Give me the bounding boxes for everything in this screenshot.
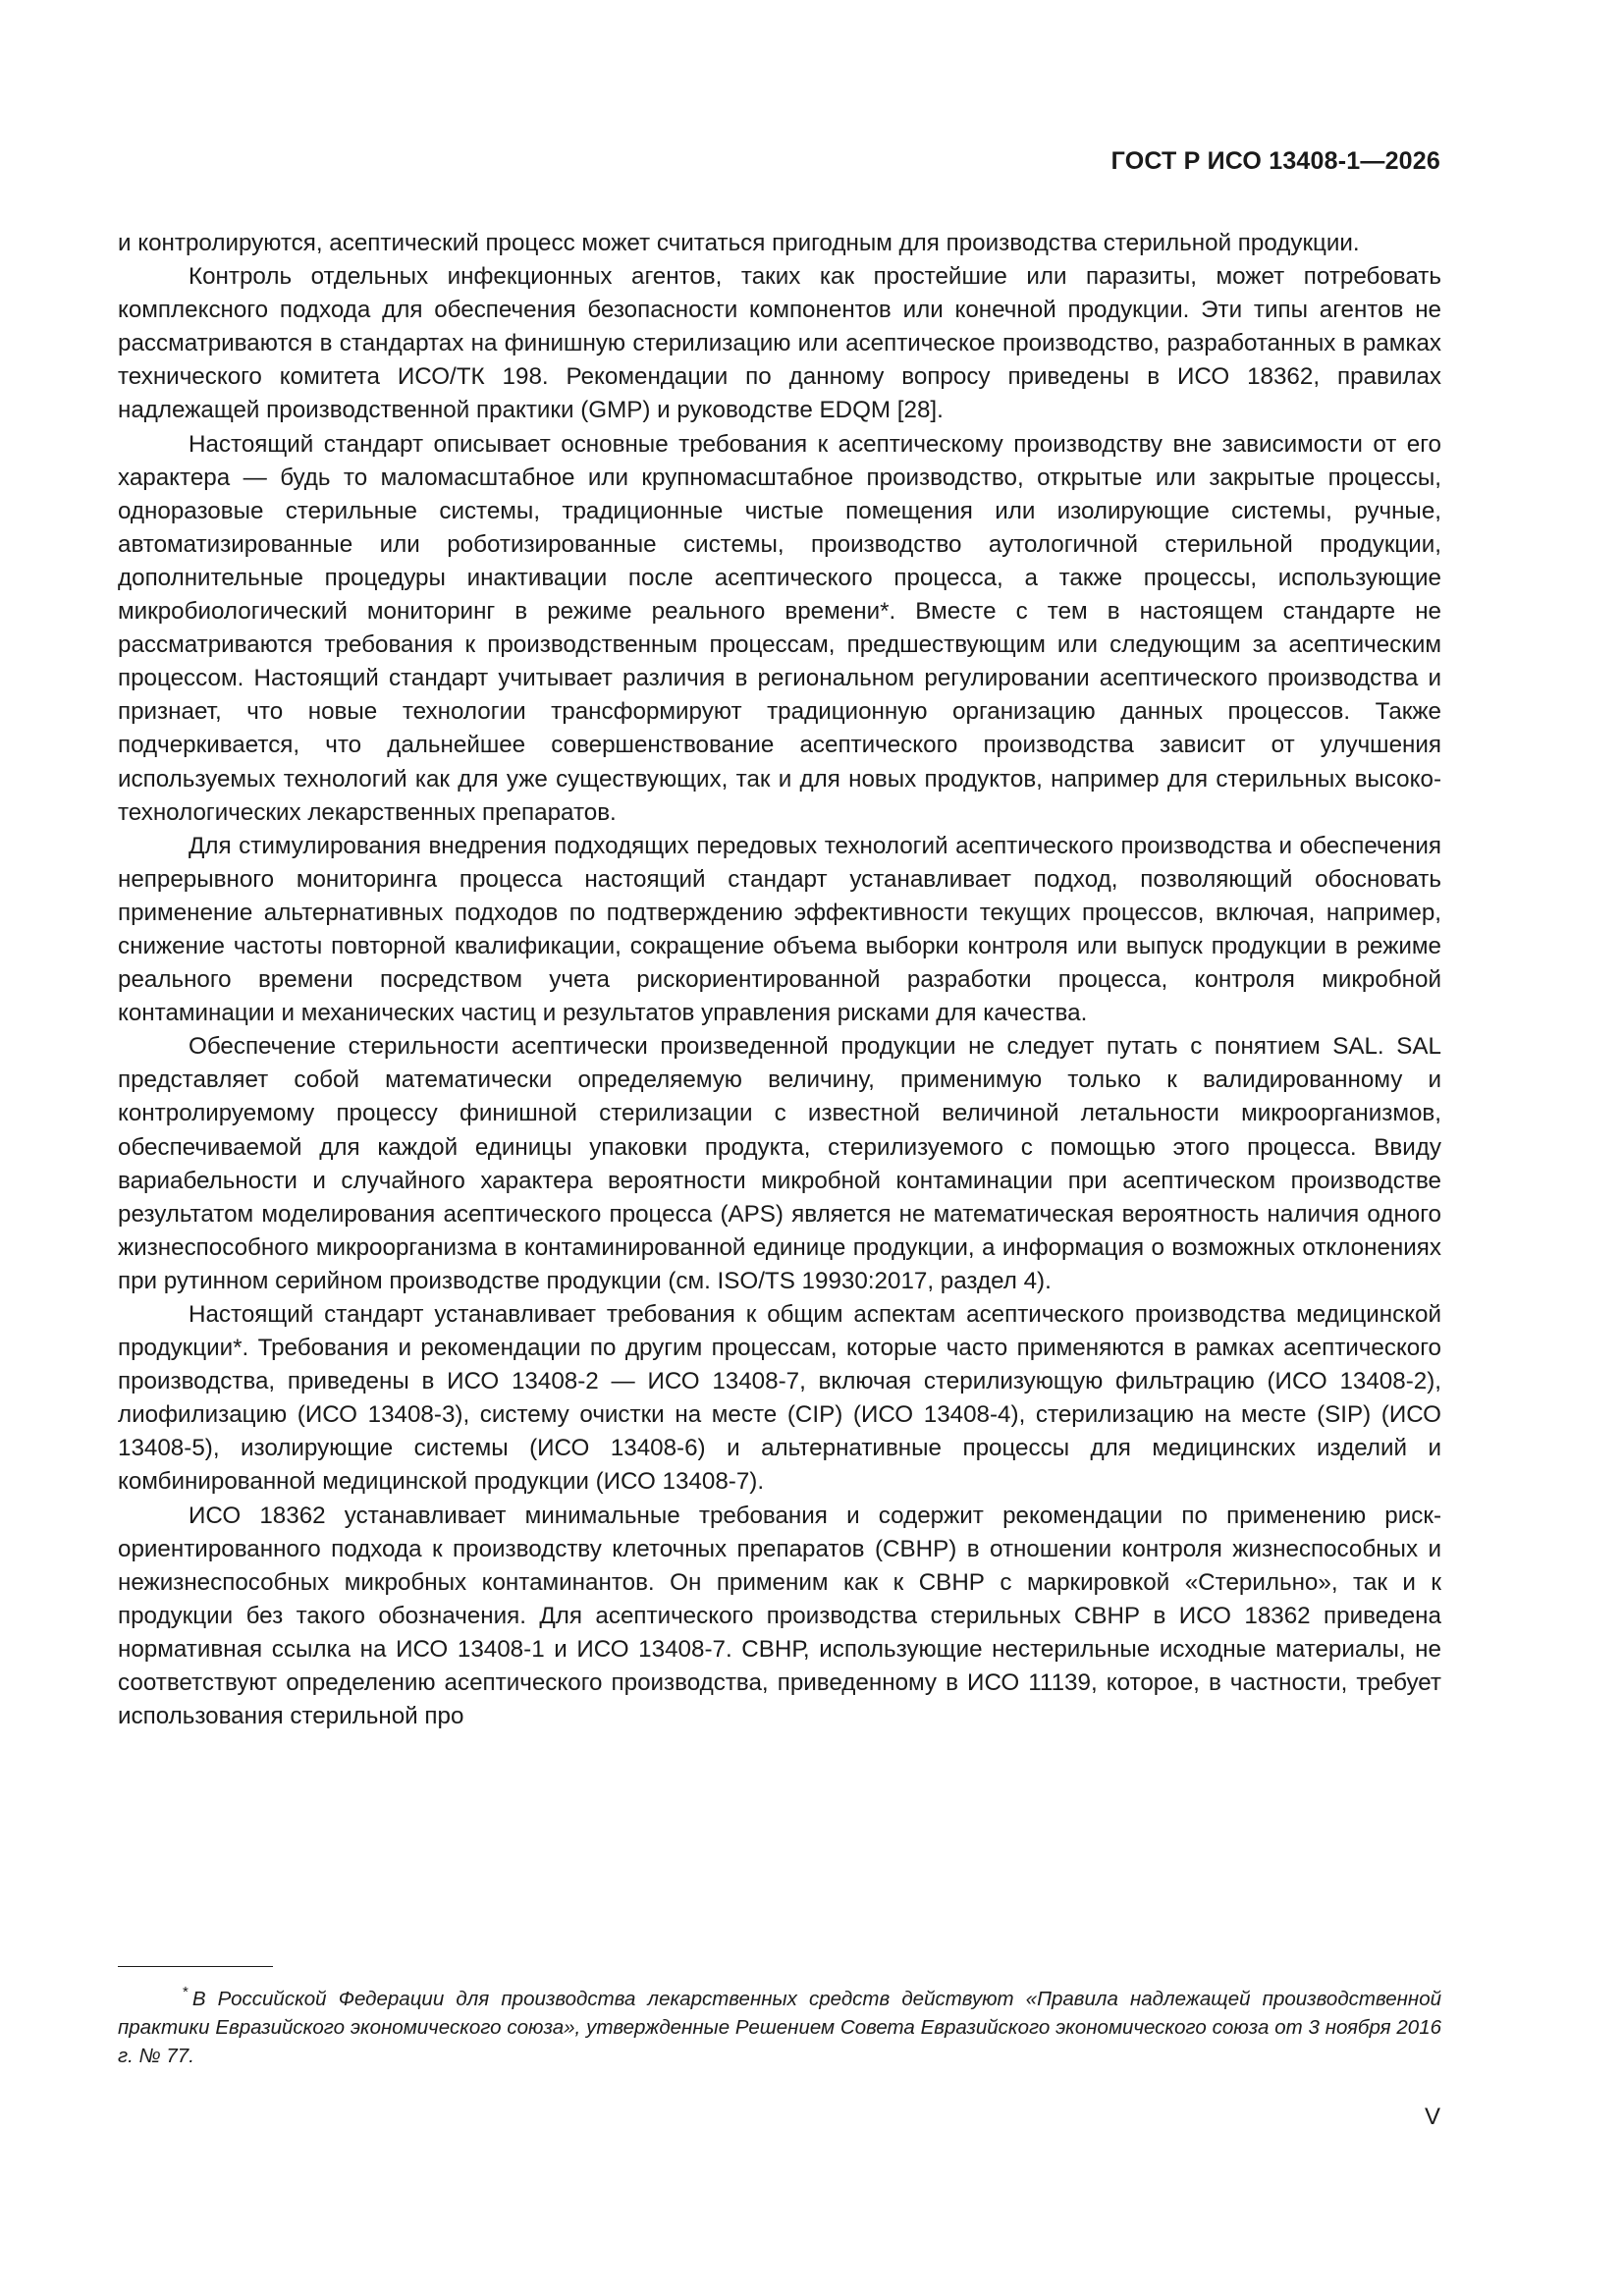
paragraph-infectious-agents: Контроль отдельных инфекционных агентов, таких как простейшие или паразиты, может потребовать комплексного подхода для обеспечения безопасности компонентов или конечной продукции. Эти типы агентов не рассматриваются в стандартах на финишную стерилизацию или асептическое производство, разработанных в рамках технического комитета ИСО/ТК 198. Рекомендации по данному вопросу приведены в ИСО 18362, правилах надлежащей производственной практики (GMP) и руководстве EDQM [28]. [118, 263, 1441, 424]
document-header: ГОСТ Р ИСО 13408-1—2026 [1110, 147, 1440, 175]
footnote-text: В Российской Федерации для производства лекарственных средств действуют «Правила надлежащей производственной практики Евразийского экономического союза», утвержденные Решением Совета Евразийского экономического союза от 3 ноября 2016 г. № 77. [118, 1988, 1441, 2067]
paragraph-continuation: и контролируются, асептический процесс может считаться пригодным для производства стерильной продукции. [118, 230, 1360, 256]
paragraph-sterility-assurance: Обеспечение стерильности асептически произведенной продукции не следует путать с понятием SAL. SAL представляет собой математически определяемую величину, применимую только к валидированному и контролируемому процессу финишной стерилизации с известной величиной летальности микроорганизмов, обеспечиваемой для каждой единицы упаковки продукта, стерилизуемого с помощью этого процесса. Ввиду вариабельности и случайного характера вероятности микробной контаминации при асептическом производстве результатом моделирования асептического процесса (APS) является не математическая вероятность наличия одного жизнеспособного микроорганизма в контаминированной единице продукции, а информация о возможных отклонениях при рутинном серийном производстве продукции (см. ISO/TS 19930:2017, раздел 4). [118, 1033, 1441, 1294]
footnote [118, 1978, 1441, 2070]
paragraph-iso-18362: ИСО 18362 устанавливает минимальные требования и содержит рекомендации по применению риск-ориентированного подхода к производству клеточных препаратов (СВНР) в отношении контроля жизнеспособных и нежизнеспособных микробных контаминантов. Он применим как к СВНР с маркировкой «Стерильно», так и к продукции без такого обозначения. Для асептического производства стерильных СВНР в ИСО 18362 приведена нормативная ссылка на ИСО 13408-1 и ИСО 13408-7. СВНР, использующие нестерильные исходные материалы, не соответствуют определению асептического производства, приведенному в ИСО 11139, которое, в частности, требует использования стерильной про [118, 1502, 1441, 1730]
footnote-divider [118, 1966, 273, 1967]
footnote-marker: * [183, 1984, 189, 2000]
paragraph-scope: Настоящий стандарт описывает основные требования к асептическому производству вне зависимости от его характера — будь то маломасштабное или крупномасштабное производство, открытые или закрытые процессы, одноразовые стерильные системы, традиционные чистые помещения или изолирующие системы, ручные, автоматизированные или роботизированные системы, производство аутологичной стерильной продукции, дополнительные процедуры инактивации после асептического процесса, а также процессы, использующие микробиологический мониторинг в режиме реального времени*. Вместе с тем в настоящем стандарте не рассматриваются требования к производственным процессам, предшествующим или следующим за асептическим процессом. Настоящий стандарт учитывает различия в региональном регулировании асептического производства и признает, что новые технологии трансформируют традиционную организацию данных процессов. Также подчеркивается, что дальнейшее совершенствование асептического производства зависит от улучшения используемых технологий как для уже существующих, так и для новых продуктов, например для стерильных высокотехнологических лекарственных препаратов. [118, 430, 1441, 826]
page-number: V [1424, 2104, 1440, 2130]
body-text [118, 227, 1441, 1733]
paragraph-advanced-technologies: Для стимулирования внедрения подходящих передовых технологий асептического производства и обеспечения непрерывного мониторинга процесса настоящий стандарт устанавливает подход, позволяющий обосновать применение альтернативных подходов по подтверждению эффективности текущих процессов, включая, например, снижение частоты повторной квалификации, сокращение объема выборки контроля или выпуск продукции в режиме реального времени посредством учета рискориентированной разработки процесса, контроля микробной контаминации и механических частиц и результатов управления рисками для качества. [118, 832, 1441, 1027]
paragraph-requirements: Настоящий стандарт устанавливает требования к общим аспектам асептического производства медицинской продукции*. Требования и рекомендации по другим процессам, которые часто применяются в рамках асептического производства, приведены в ИСО 13408-2 — ИСО 13408-7, включая стерилизующую фильтрацию (ИСО 13408-2), лиофилизацию (ИСО 13408-3), систему очистки на месте (CIP) (ИСО 13408-4), стерилизацию на месте (SIP) (ИСО 13408-5), изолирующие системы (ИСО 13408-6) и альтернативные процессы для медицинских изделий и комбинированной медицинской продукции (ИСО 13408-7). [118, 1301, 1441, 1496]
